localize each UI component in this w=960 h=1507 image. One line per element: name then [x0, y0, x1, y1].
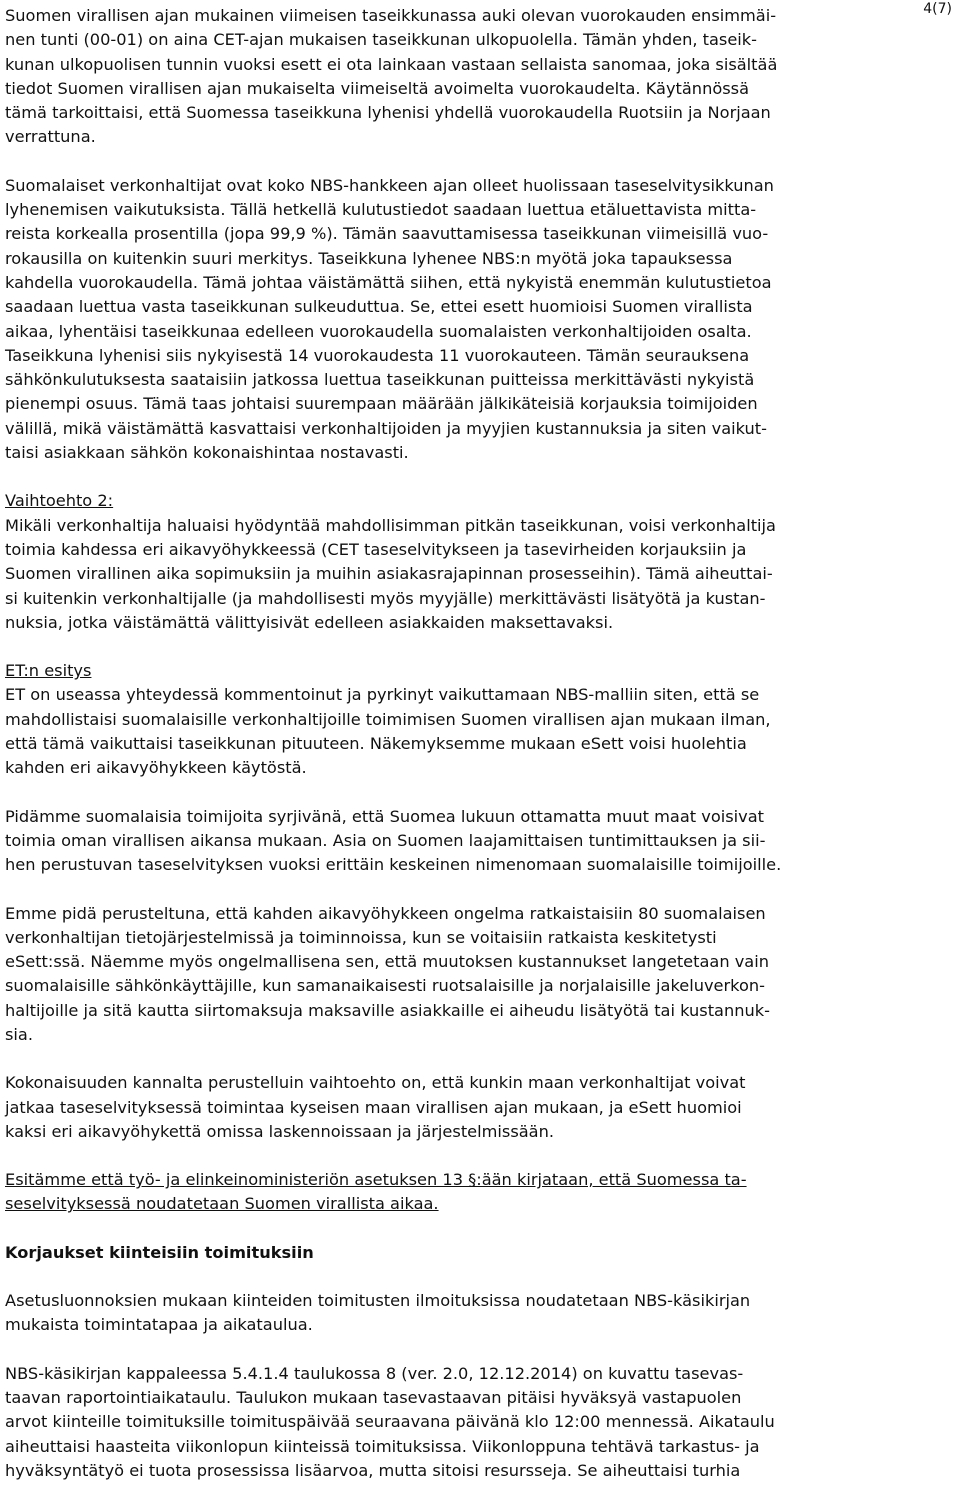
text-line: pienempi osuus. Tämä taas johtaisi suurempaan määrään jälkikäteisiä korjauksia toimijoiden	[5, 394, 758, 414]
text-line: aiheuttaisi haasteita viikonlopun kiinteissä toimituksissa. Viikonloppuna tehtävä tarkastus- ja	[5, 1436, 760, 1456]
text-line: si kuitenkin verkonhaltijalle (ja mahdollisesti myös myyjälle) merkittävästi lisätyötä ja kustan-	[5, 588, 766, 608]
text-line: rokausilla on kuitenkin suuri merkitys. Taseikkuna lyhenee NBS:n myötä joka tapauksessa	[5, 248, 733, 268]
text-line: eSett:ssä. Näemme myös ongelmallisena sen, että muutoksen kustannukset langetetaan vain	[5, 952, 769, 972]
text-line: aikaa, lyhentäisi taseikkunaa edelleen vuorokaudella suomalaisten verkonhaltijoiden osalta.	[5, 321, 752, 341]
text-line: Mikäli verkonhaltija haluaisi hyödyntää mahdollisimman pitkän taseikkunan, voisi verkonhaltija	[5, 515, 776, 535]
text-line: Emme pidä perusteltuna, että kahden aikavyöhykkeen ongelma ratkaistaisiin 80 suomalaisen	[5, 903, 766, 923]
paragraph-p9	[5, 1241, 953, 1265]
text-line: Suomen virallisen ajan mukainen viimeisen taseikkunassa auki olevan vuorokauden ensimmäi-	[5, 6, 777, 25]
text-line: kaksi eri aikavyöhykettä omissa laskennoissaan ja järjestelmissään.	[5, 1121, 555, 1141]
text-line: Taseikkuna lyhenisi siis nykyisestä 14 vuorokaudesta 11 vuorokauteen. Tämän seurauksena	[5, 345, 750, 365]
text-line: ET on useassa yhteydessä kommentoinut ja pyrkinyt vaikuttamaan NBS-malliin siten, että se	[5, 685, 760, 705]
text-line: lyhenemisen vaikutuksista. Tällä hetkellä kulutustiedot saadaan luettua etäluettavista mitta-	[5, 200, 757, 220]
text-line: Pidämme suomalaisia toimijoita syrjivänä, että Suomea lukuun ottamatta muut maat voisivat	[5, 806, 765, 826]
bold-heading-line: Korjaukset kiinteisiin toimituksiin	[5, 1242, 314, 1262]
text-line: nen tunti (00-01) on aina CET-ajan mukaisen taseikkunan ulkopuolella. Tämän yhden, taseik-	[5, 30, 758, 50]
paragraph-p10	[5, 1289, 953, 1338]
text-line: hen perustuvan taseselvityksen vuoksi erittäin keskeinen nimenomaan suomalaisille toimijoille.	[5, 855, 782, 875]
text-line: kahdella vuorokaudella. Tämä johtaa väistämättä siihen, että nykyistä enemmän kulutustietoa	[5, 272, 772, 292]
text-line: mukaista toimintatapaa ja aikataulua.	[5, 1315, 313, 1335]
text-line: verrattuna.	[5, 127, 96, 147]
text-line: tämä tarkoittaisi, että Suomessa taseikkuna lyhenisi yhdellä vuorokaudella Ruotsiin ja Norjaan	[5, 103, 771, 123]
paragraph-p5	[5, 805, 953, 878]
text-line: Kokonaisuuden kannalta perustelluin vaihtoehto on, että kunkin maan verkonhaltijat voivat	[5, 1073, 746, 1093]
text-line: tiedot Suomen virallisen ajan mukaiselta viimeiseltä avoimelta vuorokaudelta. Käytännössä	[5, 78, 750, 98]
text-line: Suomalaiset verkonhaltijat ovat koko NBS-hankkeen ajan olleet huolissaan taseselvitysikkunan	[5, 175, 774, 195]
text-line: Suomen virallinen aika sopimuksiin ja muihin asiakasrajapinnan prosesseihin). Tämä aiheuttai-	[5, 564, 773, 584]
text-line: NBS-käsikirjan kappaleessa 5.4.1.4 taulukossa 8 (ver. 2.0, 12.12.2014) on kuvattu tasevas-	[5, 1363, 744, 1383]
text-line: hyväksyntätyö ei tuota prosessissa lisäarvoa, mutta sitoisi resursseja. Se aiheuttaisi turhia	[5, 1460, 741, 1480]
text-line: suomalaisille sähkönkäyttäjille, kun samanaikaisesti ruotsalaisille ja norjalaisille jakeluverkon-	[5, 976, 765, 996]
paragraph-p2	[5, 174, 953, 466]
text-line: nuksia, jotka väistämättä välittyisivät edelleen asiakkaiden maksettavaksi.	[5, 612, 614, 632]
text-line: sähkönkulutuksesta saataisiin jatkossa luettua taseikkunan puitteissa merkittävästi nykyistä	[5, 370, 755, 390]
text-line: toimia kahdessa eri aikavyöhykkeessä (CET taseselvitykseen ja tasevirheiden korjauksiin ja	[5, 539, 747, 559]
text-line: että tämä vaikuttaisi taseikkunan pituuteen. Näkemyksemme mukaan eSett voisi huolehtia	[5, 734, 747, 754]
text-line: seselvityksessä noudatetaan Suomen virallista aikaa.	[5, 1194, 439, 1214]
paragraph-p7	[5, 1071, 953, 1144]
section-heading: Vaihtoehto 2:	[5, 491, 114, 511]
paragraph-p8	[5, 1168, 953, 1217]
page-number: 4(7)	[923, 1, 952, 17]
text-line: haltijoille ja sitä kautta siirtomaksuja maksaville asiakkaille ei aiheudu lisätyötä tai kustannuk-	[5, 1000, 770, 1020]
text-line: Esitämme että työ- ja elinkeinoministeriön asetuksen 13 §:ään kirjataan, että Suomessa ta-	[5, 1170, 747, 1190]
text-line: toimia oman virallisen aikansa mukaan. Asia on Suomen laajamittaisen tuntimittauksen ja sii-	[5, 830, 766, 850]
text-line: sia.	[5, 1024, 33, 1044]
document-body	[5, 4, 953, 1507]
text-line: Asetusluonnoksien mukaan kiinteiden toimitusten ilmoituksissa noudatetaan NBS-käsikirjan	[5, 1291, 751, 1311]
text-line: taisi asiakkaan sähkön kokonaishintaa nostavasti.	[5, 443, 409, 463]
text-line: välillä, mikä väistämättä kasvattaisi verkonhaltijoiden ja myyjien kustannuksia ja siten vaikut-	[5, 418, 767, 438]
text-line: kunan ulkopuolisen tunnin vuoksi esett ei ota lainkaan vastaan sellaista sanomaa, joka sisältää	[5, 54, 778, 74]
text-line: reista korkealla prosentilla (jopa 99,9 %). Tämän saavuttamisessa taseikkunan viimeisillä vuo-	[5, 224, 769, 244]
text-line: taavan raportointiaikataulu. Taulukon mukaan tasevastaavan pitäisi hyväksyä vastapuolen	[5, 1387, 742, 1407]
text-line: mahdollistaisi suomalaisille verkonhaltijoille toimimisen Suomen virallisen ajan mukaan ilman,	[5, 709, 771, 729]
paragraph-p6	[5, 902, 953, 1048]
section-heading: ET:n esitys	[5, 661, 92, 681]
text-line: verkonhaltijan tietojärjestelmissä ja toiminnoissa, kun se voitaisiin ratkaista keskitetysti	[5, 927, 717, 947]
paragraph-p1	[5, 4, 953, 150]
text-line: arvot kiinteille toimituksille toimituspäivää seuraavana päivänä klo 12:00 mennessä. Aikataulu	[5, 1412, 775, 1432]
paragraph-p11	[5, 1362, 953, 1483]
paragraph-p4	[5, 659, 953, 780]
text-line: kahden eri aikavyöhykkeen käytöstä.	[5, 758, 307, 778]
text-line: jatkaa taseselvityksessä toimintaa kyseisen maan virallisen ajan mukaan, ja eSett huomioi	[5, 1097, 742, 1117]
text-line: saadaan luettua vasta taseikkunan sulkeuduttua. Se, ettei esett huomioisi Suomen virallista	[5, 297, 753, 317]
paragraph-p3	[5, 489, 953, 635]
